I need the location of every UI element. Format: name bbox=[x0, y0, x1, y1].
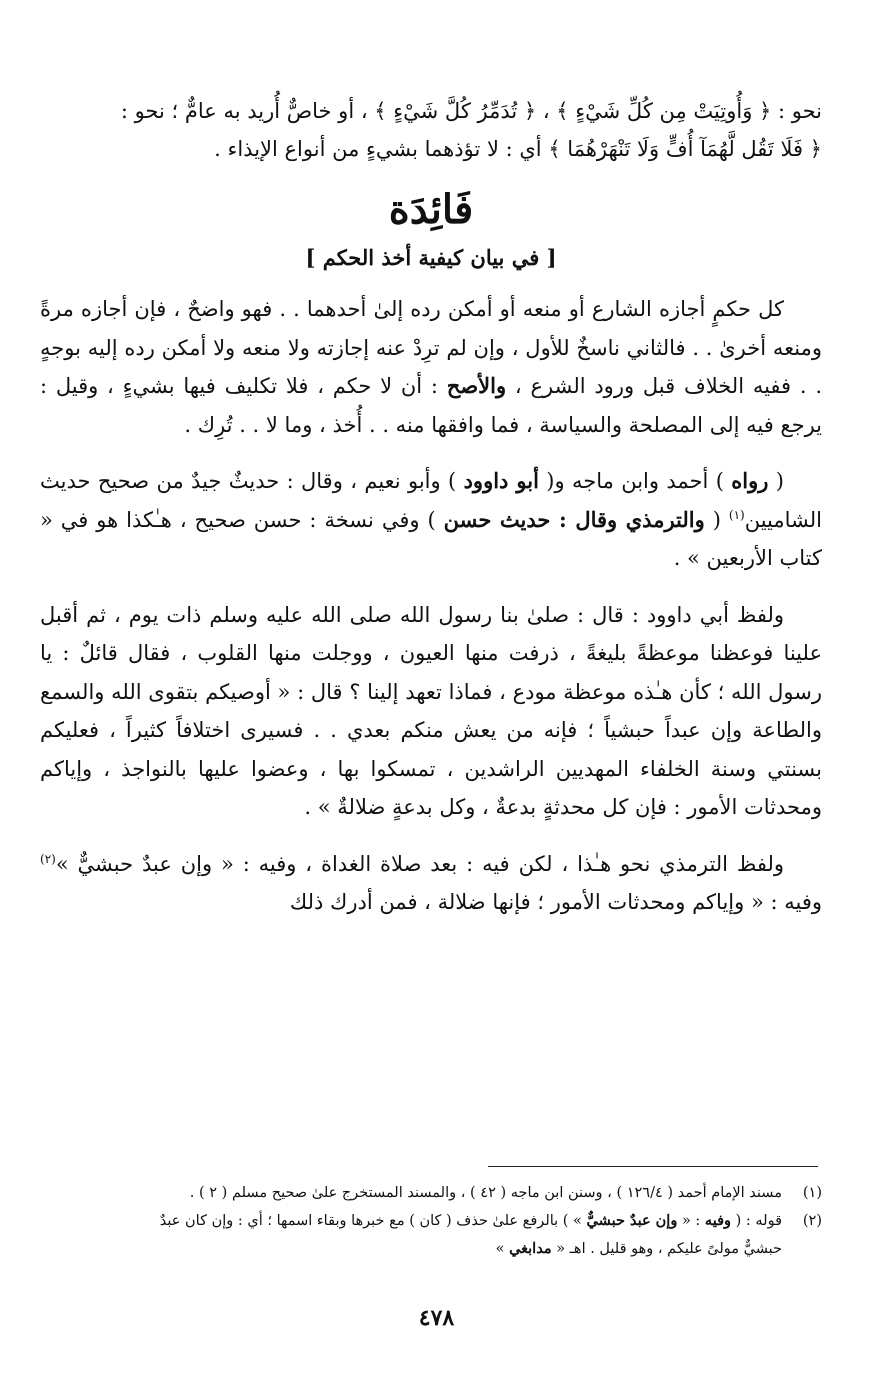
paragraph-hadith: ولفظ أبي داوود : قال : صلىٰ بنا رسول الله صلى الله عليه وسلم ذات يوم ، ثم أقبل علينا فوعظنا موعظةً بليغةً ، ذرفت منها العيون ، ووجلت منها القلوب ، فقال قائلٌ : يا رسول الله ؛ كأن هـٰذه موعظة مودع ، فماذا تعهد إلينا ؟ قال : « أوصيكم بتقوى الله والسمع والطاعة وإن عبداً حبشياً ؛ فإنه من يعش منكم بعدي . . فسيرى اختلافاً كثيراً ، فعليكم بسنتي وسنة الخلفاء المهديين الراشدين ، تمسكوا بها ، وعضوا عليها بالنواجذ ، وإياكم ومحدثات الأمور : فإن كل محدثةٍ بدعةٌ ، وكل بدعةٍ ضلالةٌ » . bbox=[40, 602, 822, 819]
bold-term: وفيه bbox=[704, 1212, 732, 1229]
footnote-2 bbox=[40, 1207, 822, 1235]
bold-term: والترمذي وقال : حديث حسن bbox=[443, 506, 705, 532]
paragraph-narration bbox=[40, 462, 822, 578]
text-fragment: ( bbox=[775, 469, 784, 493]
footnote-1 bbox=[40, 1180, 822, 1207]
bold-term: أبو داوود bbox=[463, 468, 539, 493]
text-fragment: وفيه : « وإياكم ومحدثات الأمور ؛ فإنها ضلالة ، فمن أدرك ذلك bbox=[289, 890, 822, 914]
footnote-divider bbox=[488, 1166, 818, 1167]
page-number: ٤٧٨ bbox=[418, 1305, 455, 1331]
paragraph-tirmidhi bbox=[40, 845, 822, 922]
text-fragment: : « bbox=[681, 1213, 701, 1229]
paragraph-ruling-text: كل حكمٍ أجازه الشارع أو منعه أو أمكن رده إلىٰ أحدهما . . فهو واضحٌ ، فإن أجازه مرةً ومنعه أخرىٰ . . فالثاني ناسخٌ للأول ، وإن لم ترِدْ عنه إجازته ولا منعه ولا أمكن رده إليه بوجهٍ . . ففيه الخلاف قبل ورود الشرع ، bbox=[40, 297, 822, 398]
page-body bbox=[40, 92, 822, 922]
text-fragment: ( bbox=[712, 507, 721, 532]
footnote-text: مسند الإمام أحمد ( ١٢٦/٤ ) ، وسنن ابن ماجه ( ٤٢ ) ، والمسند المستخرج علىٰ صحيح مسلم ( ٢ ) . bbox=[189, 1185, 782, 1201]
bold-term: والأصح bbox=[446, 373, 507, 398]
text-fragment: » ) بالرفع علىٰ حذف ( كان ) مع خبرها وبقاء اسمها ؛ أي : وإن كان عبدٌ bbox=[159, 1213, 582, 1229]
text-fragment: قوله : ( bbox=[735, 1213, 782, 1229]
footnotes bbox=[40, 1180, 822, 1263]
footnote-number: (١) bbox=[802, 1185, 822, 1201]
text-fragment: » bbox=[495, 1241, 505, 1257]
footnote-2-continued bbox=[40, 1235, 822, 1263]
footnote-ref-2: (٢) bbox=[40, 851, 56, 866]
paragraph-ruling-end: : أن لا حكم ، فلا تكليف فيها بشيءٍ ، وقيل : يرجع فيه إلى المصلحة والسياسة ، فما وافقها منه . . أُخذ ، وما لا . . تُرِك . bbox=[40, 374, 822, 437]
section-heading: فَائِدَة bbox=[388, 186, 474, 233]
text-fragment: ) وفي نسخة : حسن صحيح ، هـٰكذا هو في « كتاب الأربعين » . bbox=[40, 507, 822, 570]
paragraph-ruling bbox=[40, 290, 822, 444]
footnote-ref-1: (١) bbox=[728, 507, 745, 522]
bold-term: وإن عبدٌ حبشيٌّ bbox=[586, 1212, 678, 1229]
top-line-1: نحو : ﴿ وَأُوتِيَتْ مِن كُلِّ شَيْءٍ ﴾ ، ﴿ تُدَمِّرُ كُلَّ شَيْءٍ ﴾ ، أو خاصٌّ أُريد به عامٌّ ؛ نحو : bbox=[120, 99, 822, 123]
text-fragment: حبشيٌّ مولىً عليكم ، وهو قليل . اهـ « bbox=[556, 1241, 782, 1257]
section-subheading: [ في بيان كيفية أخذ الحكم ] bbox=[305, 245, 557, 270]
bold-term: مدابغي bbox=[509, 1240, 552, 1257]
text-fragment: ) أحمد وابن ماجه و( bbox=[546, 469, 724, 493]
footnote-number: (٢) bbox=[802, 1213, 822, 1229]
text-fragment: ولفظ الترمذي نحو هـٰذا ، لكن فيه : بعد صلاة الغداة ، وفيه : « وإن عبدٌ حبشيٌّ » bbox=[55, 851, 784, 876]
top-line-2: ﴿ فَلَا تَقُل لَّهُمَآ أُفٍّ وَلَا تَنْهَرْهُمَا ﴾ أي : لا تؤذهما بشيءٍ من أنواع الإيذاء . bbox=[214, 137, 822, 161]
text-fragment: ) وأبو نعيم ، وقال : حديثٌ جيدٌ من صحيح حديث الشاميين bbox=[40, 469, 823, 532]
bold-term: رواه bbox=[731, 468, 769, 493]
